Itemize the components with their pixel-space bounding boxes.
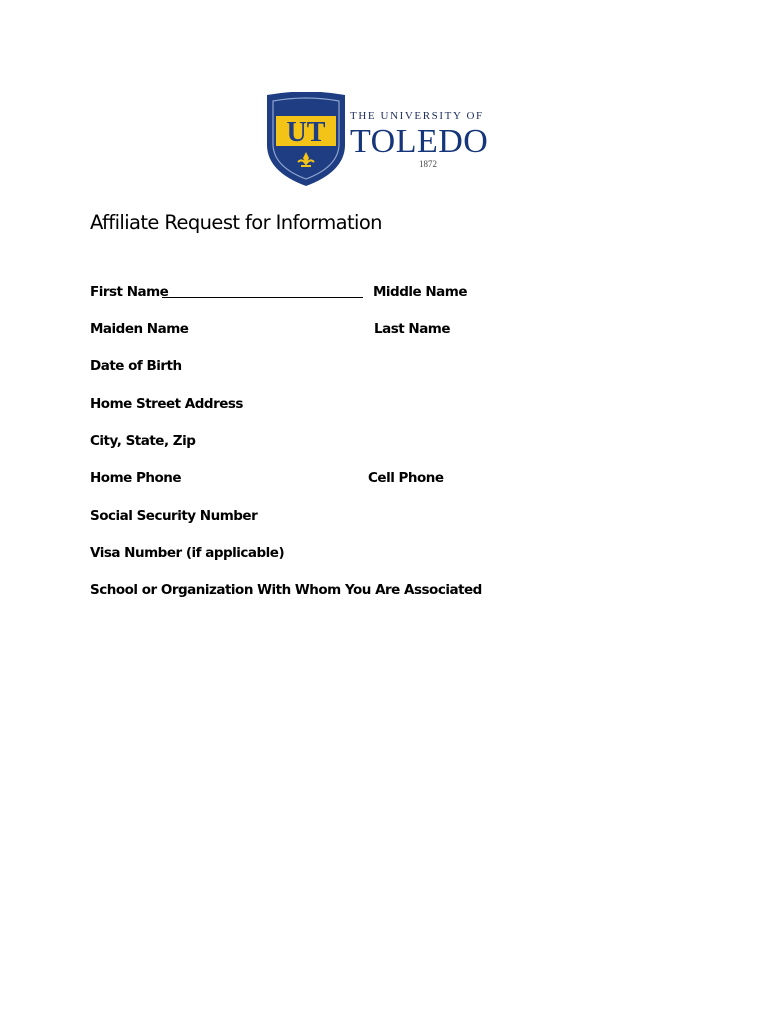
- last-name-label: Last Name: [374, 321, 451, 337]
- first-middle-name-row: [0, 282, 770, 302]
- date-of-birth-row: [0, 356, 770, 376]
- city-state-zip-row: [0, 431, 770, 451]
- maiden-last-name-row: [0, 319, 770, 339]
- maiden-name-label: Maiden Name: [90, 321, 189, 337]
- ssn-label: Social Security Number: [90, 508, 258, 524]
- shield-icon: [264, 92, 348, 188]
- home-phone-label: Home Phone: [90, 470, 182, 486]
- wordmark: [350, 90, 508, 188]
- middle-name-label: Middle Name: [373, 284, 468, 300]
- organization-label: School or Organization With Whom You Are Associated: [90, 582, 482, 598]
- date-of-birth-label: Date of Birth: [90, 358, 182, 374]
- visa-number-row: [0, 543, 770, 563]
- university-logo: [262, 90, 508, 188]
- logo-toledo: TOLEDO: [350, 123, 489, 160]
- logo-year: 1872: [419, 159, 437, 169]
- organization-row: [0, 580, 770, 600]
- city-state-zip-label: City, State, Zip: [90, 433, 196, 449]
- cell-phone-label: Cell Phone: [368, 470, 444, 486]
- shield-text: UT: [286, 117, 326, 148]
- home-street-address-row: [0, 394, 770, 414]
- logo-university-of: THE UNIVERSITY OF: [350, 110, 484, 122]
- phone-row: [0, 468, 770, 488]
- first-name-label: First Name: [90, 284, 169, 300]
- home-street-address-label: Home Street Address: [90, 396, 243, 412]
- page-title: Affiliate Request for Information: [90, 211, 382, 234]
- first-name-field[interactable]: [162, 297, 363, 298]
- visa-number-label: Visa Number (if applicable): [90, 545, 285, 561]
- ssn-row: [0, 506, 770, 526]
